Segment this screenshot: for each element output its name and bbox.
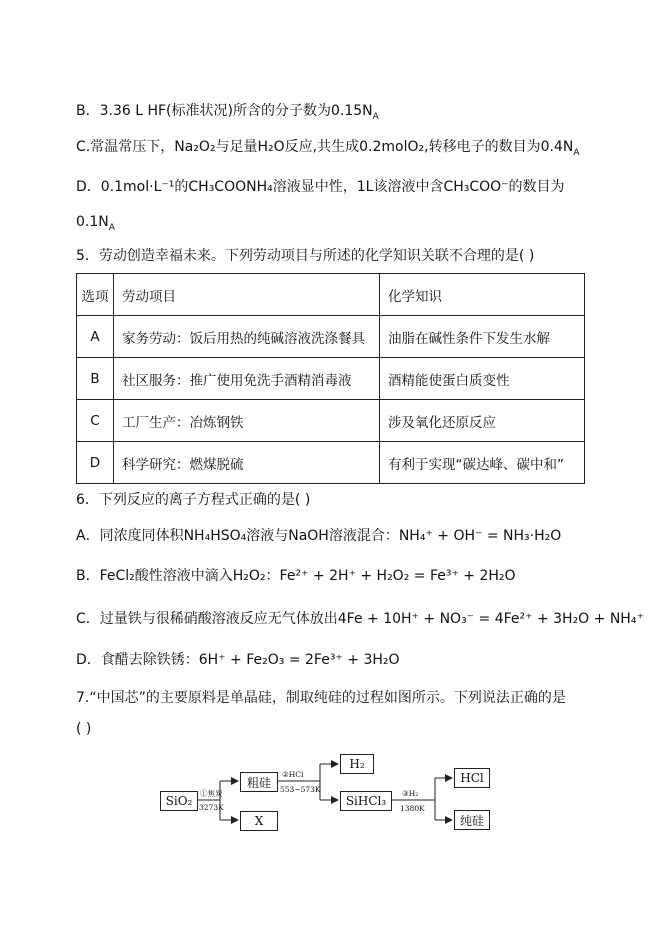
box-sio2: SiO₂ xyxy=(160,791,198,811)
table-header-row xyxy=(77,274,585,316)
q4-option-d-line1: D．0.1mol·L⁻¹的CH₃COONH₄溶液显中性，1L该溶液中含CH₃COO⁻的数目为 xyxy=(76,179,565,195)
q4-option-b: B．3.36 L HF(标准状况)所含的分子数为$0.15N_A$ xyxy=(76,103,379,122)
header-labor-item: 劳动项目 xyxy=(114,274,380,316)
row-labor-item: 社区服务：推广使用免洗手酒精消毒液 xyxy=(114,358,380,400)
q4-option-d-line2: $0.1N_A$ xyxy=(76,214,115,233)
box-h2: H₂ xyxy=(340,754,374,774)
row-option: B xyxy=(77,358,114,400)
q4-option-c: C.常温常压下，Na₂O₂与足量H₂O反应,共生成0.2molO₂,转移电子的数目为$0.4N_A$ xyxy=(76,139,580,158)
row-chem-knowledge: 有利于实现“碳达峰、碳中和” xyxy=(380,442,585,484)
row-labor-item: 科学研究：燃煤脱硫 xyxy=(114,442,380,484)
header-chem-knowledge: 化学知识 xyxy=(380,274,585,316)
table-row xyxy=(77,316,585,358)
row-labor-item: 家务劳动：饭后用热的纯碱溶液洗涤餐具 xyxy=(114,316,380,358)
q6-option-d: D．食醋去除铁锈：6H⁺ + Fe₂O₃ = 2Fe³⁺ + 3H₂O xyxy=(76,652,400,668)
step2-condition: 553~573K xyxy=(280,785,321,794)
q6-option-c: C．过量铁与很稀硝酸溶液反应无气体放出4Fe + 10H⁺ + NO₃⁻ = 4Fe²⁺ + 3H₂O + NH₄⁺ xyxy=(76,611,644,627)
box-pure-silicon: 纯硅 xyxy=(454,810,490,830)
step3-condition: 1380K xyxy=(400,804,425,813)
q6-question: 6．下列反应的离子方程式正确的是( ) xyxy=(76,492,311,508)
box-x: X xyxy=(240,811,278,831)
row-chem-knowledge: 涉及氧化还原反应 xyxy=(380,400,585,442)
table-row xyxy=(77,358,585,400)
q5-table xyxy=(76,273,585,484)
q7-answer-paren: ( ) xyxy=(76,721,92,737)
q5-question: 5．劳动创造幸福未来。下列劳动项目与所述的化学知识关联不合理的是( ) xyxy=(76,248,535,264)
step3-reagent: ③H₂ xyxy=(402,789,419,798)
q7-question: 7.“中国芯”的主要原料是单晶硅，制取纯硅的过程如图所示。下列说法正确的是 xyxy=(76,690,566,706)
step1-reagent: ①焦炭 xyxy=(200,789,223,798)
table-row xyxy=(77,442,585,484)
box-hcl: HCl xyxy=(454,768,490,788)
step1-condition: 3273K xyxy=(199,803,224,812)
row-option: D xyxy=(77,442,114,484)
box-crude-silicon: 粗硅 xyxy=(240,772,278,792)
step2-reagent: ②HCl xyxy=(282,770,304,779)
table-row xyxy=(77,400,585,442)
row-labor-item: 工厂生产：冶炼钢铁 xyxy=(114,400,380,442)
row-option: A xyxy=(77,316,114,358)
silicon-process-diagram xyxy=(150,748,510,838)
box-sihcl3: SiHCl₃ xyxy=(340,791,392,811)
q6-option-b: B．FeCl₂酸性溶液中滴入H₂O₂：Fe²⁺ + 2H⁺ + H₂O₂ = Fe³⁺ + 2H₂O xyxy=(76,568,516,584)
q6-option-a: A．同浓度同体积NH₄HSO₄溶液与NaOH溶液混合：NH₄⁺ + OH⁻ = NH₃·H₂O xyxy=(76,528,562,544)
row-option: C xyxy=(77,400,114,442)
row-chem-knowledge: 油脂在碱性条件下发生水解 xyxy=(380,316,585,358)
row-chem-knowledge: 酒精能使蛋白质变性 xyxy=(380,358,585,400)
header-option: 选项 xyxy=(77,274,114,316)
